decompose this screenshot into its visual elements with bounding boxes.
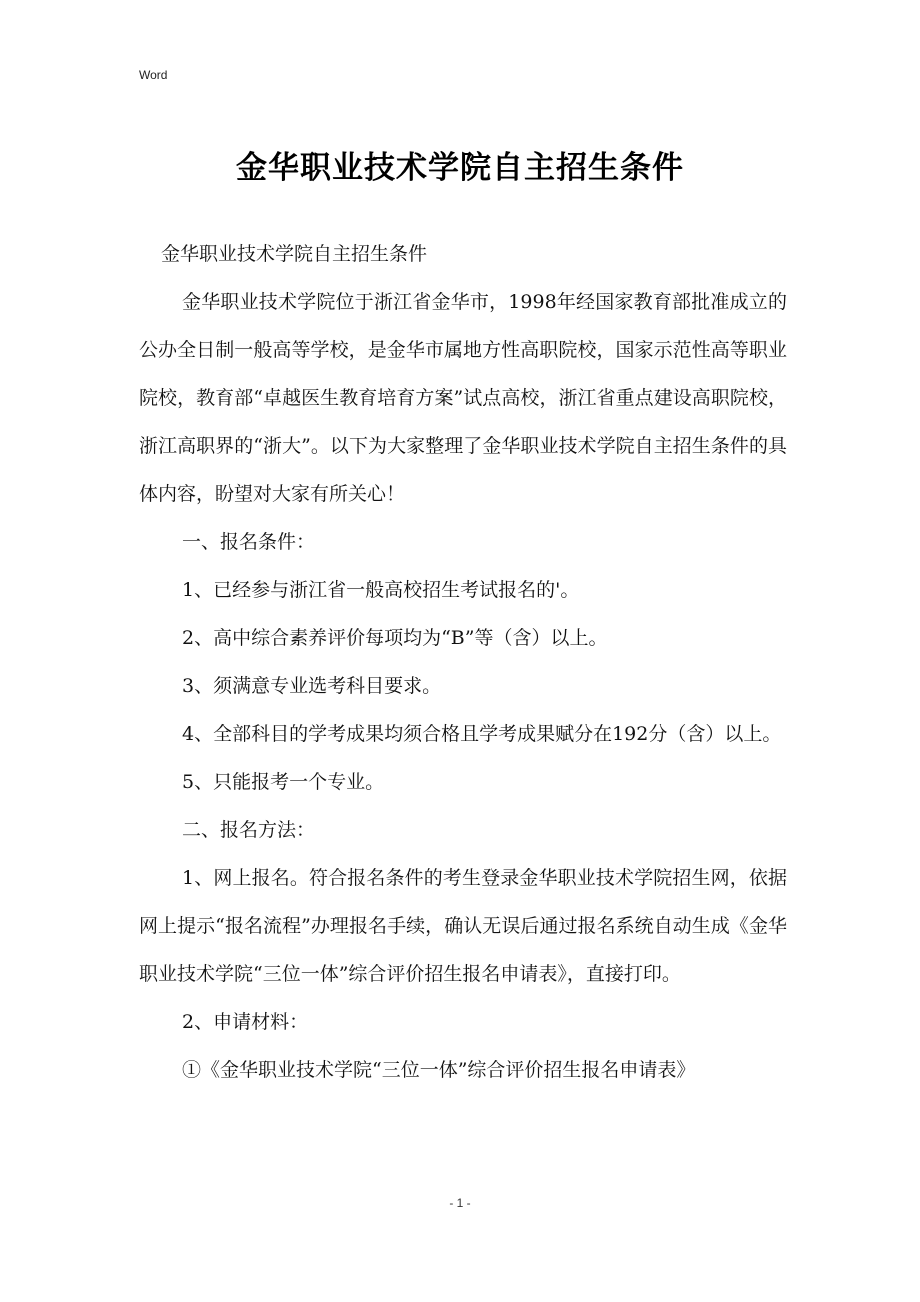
- document-body: [139, 230, 787, 1094]
- page-number: - 1 -: [449, 1196, 471, 1210]
- header-label: Word: [139, 68, 168, 82]
- condition-item-4: 4、全部科目的学考成果均须合格且学考成果赋分在192分（含）以上。: [182, 723, 782, 745]
- condition-item-3: 3、须满意专业选考科目要求。: [182, 675, 442, 697]
- subtitle-paragraph: 金华职业技术学院自主招生条件: [161, 243, 428, 265]
- condition-item-2: 2、高中综合素养评价每项均为“B”等（含）以上。: [182, 627, 608, 649]
- section-heading-registration-method: 二、报名方法：: [182, 819, 316, 841]
- document-title: 金华职业技术学院自主招生条件: [236, 150, 684, 186]
- condition-item-5: 5、只能报考一个专业。: [182, 771, 385, 793]
- intro-paragraph: 金华职业技术学院位于浙江省金华市，1998年经国家教育部批准成立的公办全日制一般高等学校，是金华市属地方性高职院校，国家示范性高等职业院校，教育部“卓越医生教育培育方案”试点高校，浙江省重点建设高职院校，浙江高职界的“浙大”。以下为大家整理了金华职业技术学院自主招生条件的具体内容，盼望对大家有所关心！: [139, 291, 787, 505]
- section-heading-registration-conditions: 一、报名条件：: [182, 531, 316, 553]
- method-item-2: 2、申请材料：: [182, 1011, 309, 1033]
- condition-item-1: 1、已经参与浙江省一般高校招生考试报名的'。: [182, 579, 580, 601]
- material-item-1: ①《金华职业技术学院“三位一体”综合评价招生报名申请表》: [182, 1059, 696, 1081]
- method-item-1: 1、网上报名。符合报名条件的考生登录金华职业技术学院招生网，依据网上提示“报名流程”办理报名手续，确认无误后通过报名系统自动生成《金华职业技术学院“三位一体”综合评价招生报名申请表》，直接打印。: [139, 867, 787, 985]
